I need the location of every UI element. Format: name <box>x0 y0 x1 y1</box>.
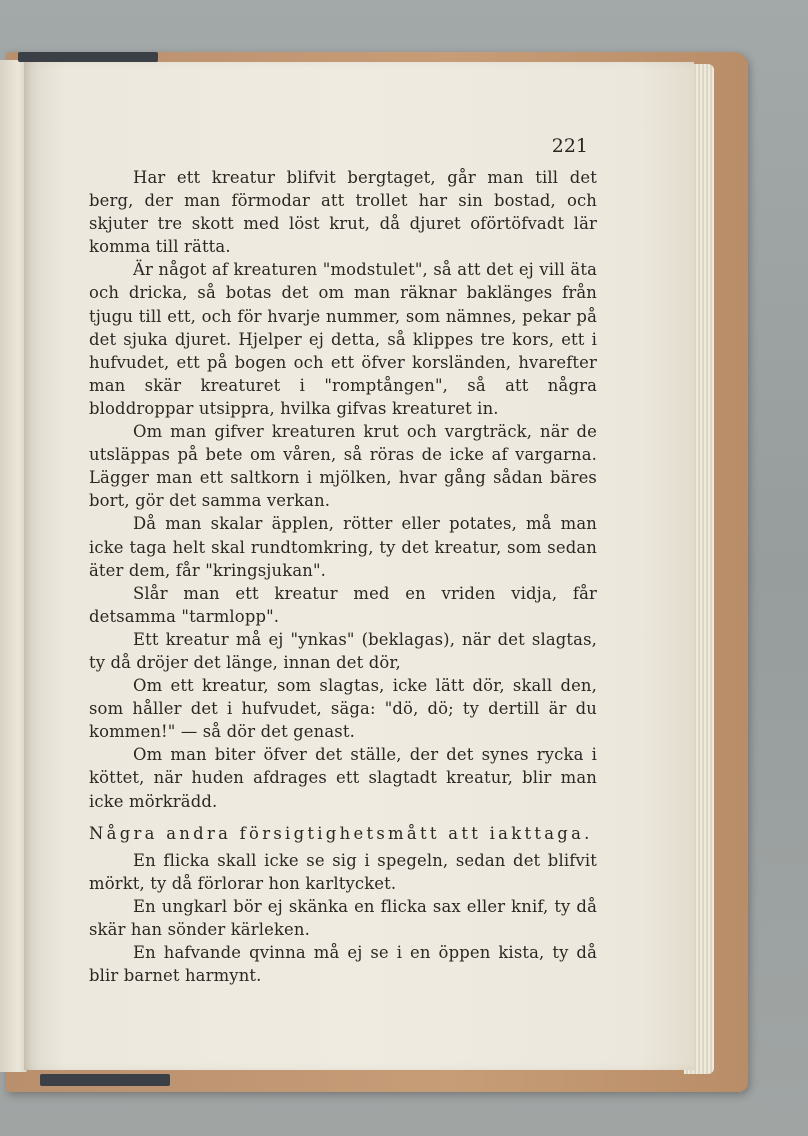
spine-binding-bottom <box>40 1074 170 1086</box>
paragraph: Då man skalar äpplen, rötter eller potates, må man icke taga helt skal rundtomkring, ty det kreatur, som sedan äter dem, får "kringsjukan". <box>89 514 597 580</box>
page-text <box>89 166 597 987</box>
page-number: 221 <box>551 135 588 157</box>
paragraph: Om man biter öfver det ställe, der det synes rycka i köttet, när huden afdrages ett slagtadt kreatur, blir man icke mörkrädd. <box>89 745 597 811</box>
paragraph: Om man gifver kreaturen krut och vargträck, när de utsläppas på bete om våren, så röras de icke af vargarna. Lägger man ett saltkorn i mjölken, hvar gång sådan bäres bort, gör det samma verkan. <box>89 422 597 511</box>
paragraph: En hafvande qvinna må ej se i en öppen kista, ty då blir barnet harmynt. <box>89 943 597 986</box>
paragraph: Om ett kreatur, som slagtas, icke lätt dör, skall den, som håller det i hufvudet, säga: "dö, dö; ty dertill är du kommen!" — så dör det genast. <box>89 676 597 742</box>
paragraph: Ett kreatur må ej "ynkas" (beklagas), när det slagtas, ty då dröjer det länge, innan det dör, <box>89 629 597 672</box>
section-heading: Några andra försigtighetsmått att iakttaga. <box>89 823 593 843</box>
spine-binding-top <box>18 52 158 62</box>
left-page-edge <box>0 60 27 1072</box>
paragraph: Slår man ett kreatur med en vriden vidja, får detsamma "tarmlopp". <box>89 583 597 626</box>
paragraph: Är något af kreaturen "modstulet", så att det ej vill äta och dricka, så botas det om man räknar baklänges från tjugu till ett, och för hvarje nummer, som nämnes, pekar på det sjuka djuret. Hjelper ej detta, så klippes tre kors, ett i hufvudet, ett på bogen och ett öfver korsländen, hvarefter man skär kreaturet i "romptången", så att några bloddroppar utsippra, hvilka gifvas kreaturet in. <box>89 260 597 418</box>
paragraph: En ungkarl bör ej skänka en flicka sax eller knif, ty då skär han sönder kärleken. <box>89 896 597 939</box>
paragraph: En flicka skall icke se sig i spegeln, sedan det blifvit mörkt, ty då förlorar hon karltycket. <box>89 850 597 893</box>
paragraph: Har ett kreatur blifvit bergtaget, går man till det berg, der man förmodar att trollet har sin bostad, och skjuter tre skott med löst krut, då djuret oförtöfvadt lär komma till rätta. <box>89 168 597 257</box>
